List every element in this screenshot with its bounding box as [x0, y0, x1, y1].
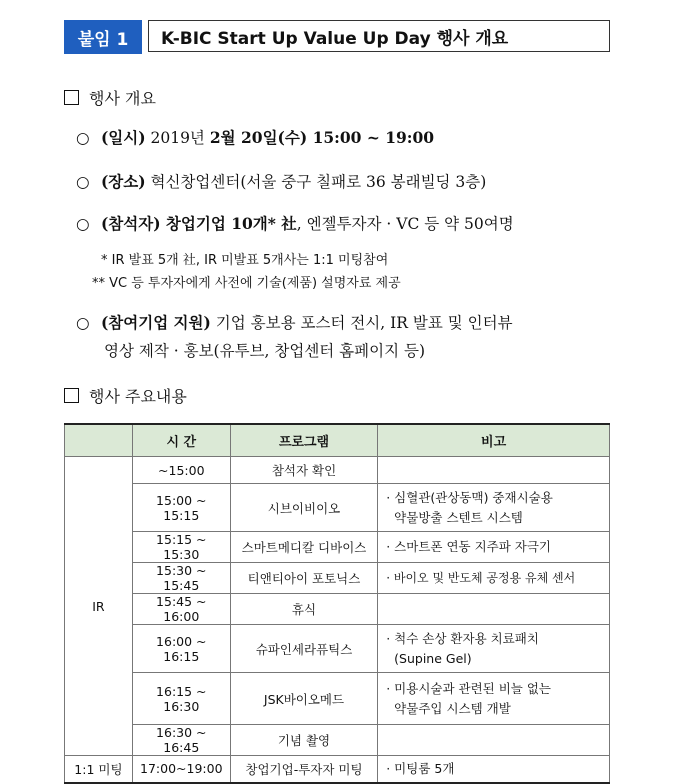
program-cell: 슈파인세라퓨틱스: [230, 625, 377, 673]
program-cell: 시브이비이오: [230, 484, 377, 532]
note-cell: · 미용시술과 관련된 비늘 없는 약물주입 시스템 개발: [378, 673, 610, 725]
time-cell: 15:00 ~ 15:15: [132, 484, 230, 532]
table-row: [65, 725, 610, 756]
place-value: 혁신창업센터(서울 중구 칠패로 36 봉래빌딩 3층): [145, 173, 487, 191]
table-row-meeting: [65, 756, 610, 783]
document-title: K-BIC Start Up Value Up Day 행사 개요: [148, 20, 610, 52]
section-event-overview: [64, 86, 156, 109]
checkbox-square-icon: [64, 388, 79, 403]
time-cell: ~15:00: [132, 457, 230, 484]
bullet-attendees: [76, 212, 514, 234]
program-cell: 티앤티아이 포토닉스: [230, 563, 377, 594]
program-cell: 스마트메디칼 디바이스: [230, 532, 377, 563]
table-row: [65, 594, 610, 625]
support-line2: 영상 제작 · 홍보(유투브, 창업센터 홈페이지 등): [104, 342, 426, 360]
table-row: [65, 532, 610, 563]
program-cell: 창업기업-투자자 미팅: [230, 756, 377, 783]
circle-bullet-icon: ○: [76, 129, 90, 147]
program-cell: 기념 촬영: [230, 725, 377, 756]
header-note: 비고: [378, 424, 610, 457]
place-label: (장소): [100, 172, 146, 191]
note-ir-presentation: * IR 발표 5개 社, IR 미발표 5개사는 1:1 미팅참여: [101, 253, 389, 268]
group-ir: IR: [65, 457, 133, 756]
section-main-contents: [64, 384, 187, 407]
bullet-date: [76, 126, 434, 148]
attachment-badge: 붙임 1: [64, 20, 142, 54]
table-row: [65, 673, 610, 725]
bullet-place: [76, 170, 486, 192]
date-label: (일시): [100, 128, 146, 147]
time-cell: 15:15 ~ 15:30: [132, 532, 230, 563]
program-cell: 휴식: [230, 594, 377, 625]
note-cell: · 심혈관(관상동맥) 중재시술용 약물방출 스텐트 시스템: [378, 484, 610, 532]
note-cell: · 미팅룸 5개: [378, 756, 610, 783]
table-row: [65, 625, 610, 673]
note-cell: [378, 725, 610, 756]
section-title: 행사 개요: [89, 89, 156, 108]
time-cell: 15:30 ~ 15:45: [132, 563, 230, 594]
time-cell: 17:00~19:00: [132, 756, 230, 783]
program-cell: JSK바이오메드: [230, 673, 377, 725]
circle-bullet-icon: ○: [76, 173, 90, 191]
table-row: [65, 457, 610, 484]
time-cell: 15:45 ~ 16:00: [132, 594, 230, 625]
header: [64, 20, 614, 54]
bullet-support: [76, 311, 513, 333]
circle-bullet-icon: ○: [76, 215, 90, 233]
time-cell: 16:00 ~ 16:15: [132, 625, 230, 673]
time-cell: 16:30 ~ 16:45: [132, 725, 230, 756]
note-cell: · 스마트폰 연동 지주파 자극기: [378, 532, 610, 563]
date-value-plain: 2019년: [145, 129, 210, 147]
header-program: 프로그램: [230, 424, 377, 457]
section-title: 행사 주요내용: [89, 387, 187, 406]
note-cell: · 척수 손상 환자용 치료패치 (Supine Gel): [378, 625, 610, 673]
program-cell: 참석자 확인: [230, 457, 377, 484]
schedule-table: [64, 423, 610, 784]
table-row: [65, 563, 610, 594]
note-cell: [378, 457, 610, 484]
table-row: [65, 484, 610, 532]
circle-bullet-icon: ○: [76, 314, 90, 332]
group-meeting: 1:1 미팅: [65, 756, 133, 783]
note-vc-materials: ** VC 등 투자자에게 사전에 기술(제품) 설명자료 제공: [92, 276, 401, 291]
time-cell: 16:15 ~ 16:30: [132, 673, 230, 725]
attendees-label: (참석자): [100, 214, 161, 233]
table-header-row: [65, 424, 610, 457]
header-time: 시 간: [132, 424, 230, 457]
date-value-bold: 2월 20일(수) 15:00 ~ 19:00: [209, 128, 435, 147]
note-cell: [378, 594, 610, 625]
header-group: [65, 424, 133, 457]
attendees-bold: 창업기업 10개* 社: [160, 214, 297, 233]
attendees-rest: , 엔젤투자자 · VC 등 약 50여명: [296, 215, 514, 233]
note-cell: · 바이오 및 반도체 공정용 유체 센서: [378, 563, 610, 594]
checkbox-square-icon: [64, 90, 79, 105]
support-line1: 기업 홍보용 포스터 전시, IR 발표 및 인터뷰: [210, 314, 513, 332]
support-label: (참여기업 지원): [100, 313, 211, 332]
